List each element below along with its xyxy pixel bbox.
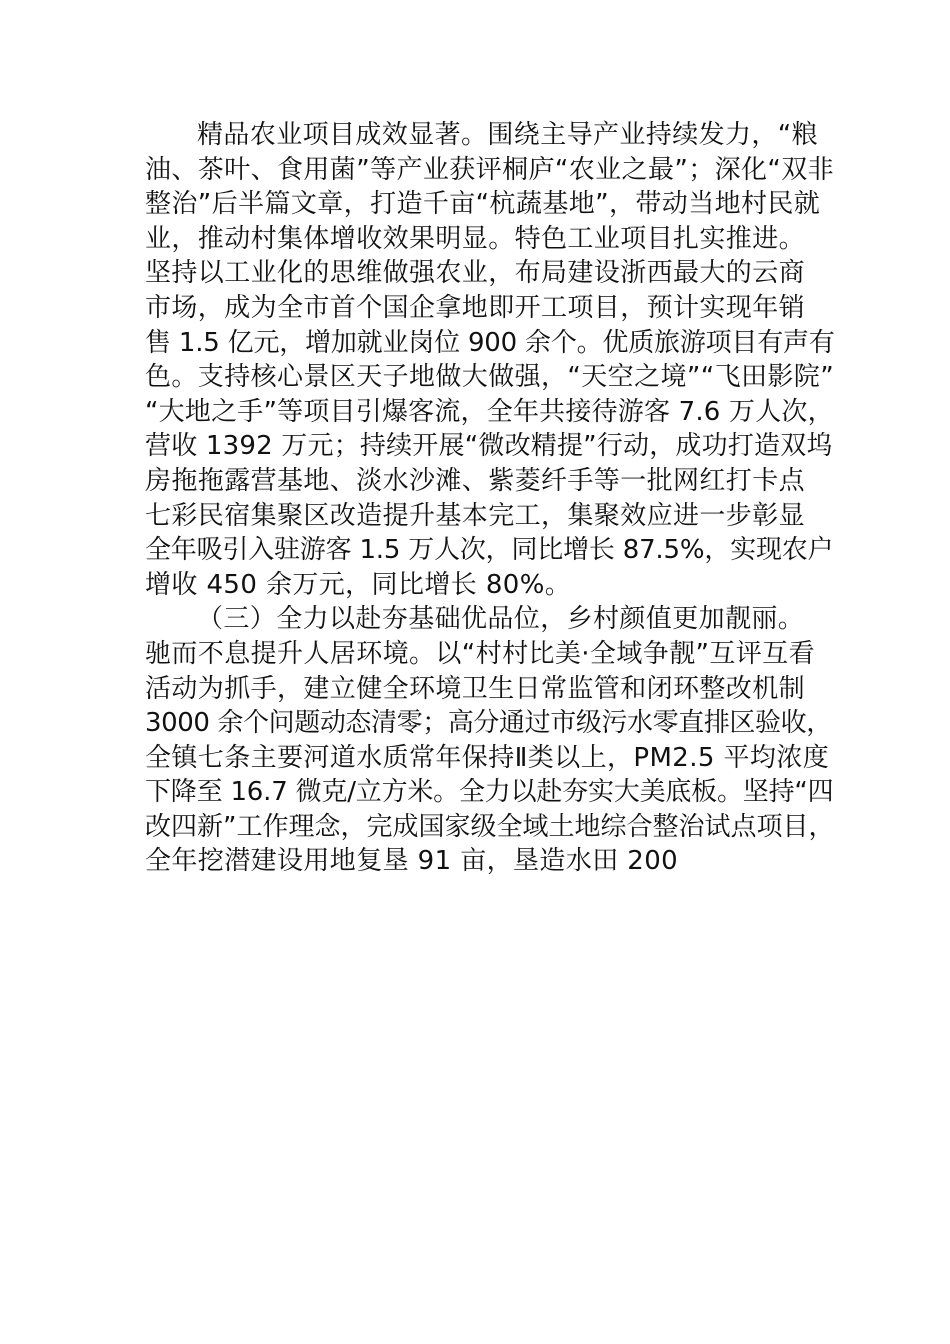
text-line-1: 精品农业项目成效显著。围绕主导产业持续发力，“粮 (197, 120, 819, 150)
text-line-10: 营收 1392 万元；持续开展“微改精提”行动，成功打造双坞 (145, 431, 833, 462)
text-line-19: 全镇七条主要河道水质常年保持Ⅱ类以上，PM2.5 平均浓度 (145, 742, 830, 773)
text-line-13: 全年吸引入驻游客 1.5 万人次，同比增长 87.5%，实现农户 (145, 535, 834, 566)
text-line-18: 3000 余个问题动态清零；高分通过市级污水零直排区验收， (145, 708, 832, 739)
text-line-16: 驰而不息提升人居环境。以“村村比美·全域争靓”互评互看 (145, 638, 816, 669)
section-heading-3: （三）全力以赴夯基础优品位，乡村颜值更加靓丽。 (197, 604, 805, 635)
text-line-8: 色。支持核心景区天子地做大做强，“天空之境”“飞田影院” (145, 362, 835, 393)
text-line-2: 油、茶叶、食用菌”等产业获评桐庐“农业之最”；深化“双非 (145, 154, 835, 185)
text-line-6: 市场，成为全市首个国企拿地即开工项目，预计实现年销 (145, 292, 806, 323)
text-line-4: 业，推动村集体增收效果明显。特色工业项目扎实推进。 (145, 223, 806, 254)
text-line-11: 房拖拖露营基地、淡水沙滩、紫菱纤手等一批网红打卡点 (145, 465, 806, 496)
text-line-17: 活动为抓手，建立健全环境卫生日常监管和闭环整改机制 (145, 673, 806, 704)
text-line-22: 全年挖潜建设用地复垦 91 亩，垦造水田 200 (145, 846, 679, 877)
text-line-3: 整治”后半篇文章，打造千亩“杭蔬基地”，带动当地村民就 (145, 189, 821, 220)
text-line-21: 改四新”工作理念，完成国家级全域土地综合整治试点项目， (145, 811, 835, 842)
text-line-7: 售 1.5 亿元，增加就业岗位 900 余个。优质旅游项目有声有 (145, 327, 835, 358)
text-line-14: 增收 450 余万元，同比增长 80%。 (145, 569, 572, 600)
text-line-20: 下降至 16.7 微克/立方米。全力以赴夯实大美底板。坚持“四 (145, 777, 834, 808)
body-text (145, 118, 835, 879)
text-line-9: “大地之手”等项目引爆客流，全年共接待游客 7.6 万人次， (145, 396, 834, 427)
text-line-12: 七彩民宿集聚区改造提升基本完工，集聚效应进一步彰显 (145, 500, 806, 531)
text-line-5: 坚持以工业化的思维做强农业，布局建设浙西最大的云商 (145, 258, 806, 289)
